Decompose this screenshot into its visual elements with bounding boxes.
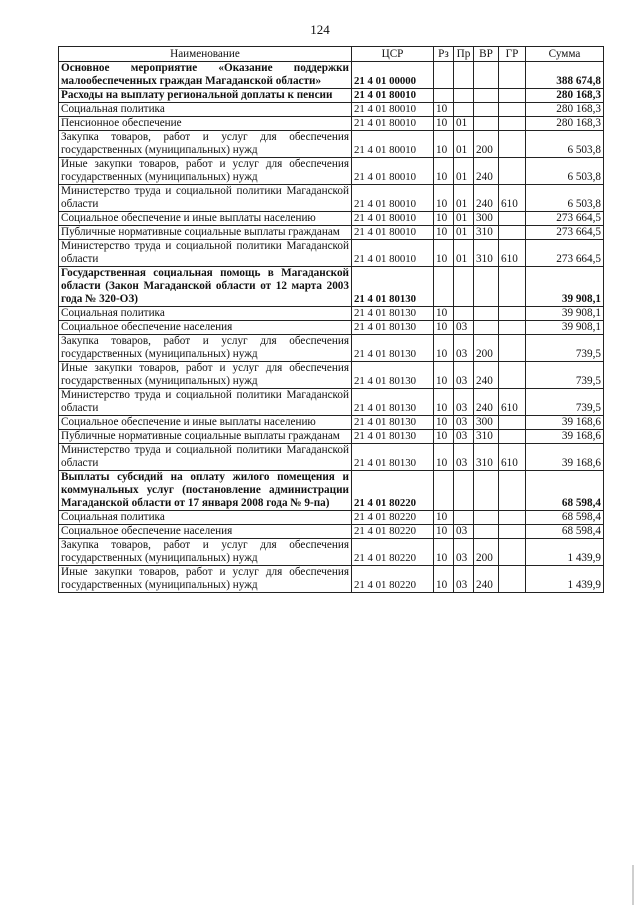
cell-vr [474, 471, 499, 511]
cell-rz: 10 [434, 307, 454, 321]
cell-vr [474, 321, 499, 335]
cell-vr: 310 [474, 444, 499, 471]
cell-gr [499, 430, 526, 444]
cell-vr [474, 525, 499, 539]
cell-name: Публичные нормативные социальные выплаты гражданам [59, 226, 352, 240]
table-row [59, 511, 604, 525]
cell-vr [474, 62, 499, 89]
cell-sum: 39 908,1 [526, 307, 604, 321]
cell-code: 21 4 01 80130 [352, 430, 434, 444]
cell-sum: 388 674,8 [526, 62, 604, 89]
cell-vr [474, 117, 499, 131]
table-row [59, 444, 604, 471]
table-row [59, 566, 604, 593]
cell-pr: 01 [454, 117, 474, 131]
cell-vr: 240 [474, 566, 499, 593]
cell-gr [499, 539, 526, 566]
cell-code: 21 4 01 80010 [352, 240, 434, 267]
cell-name: Социальная политика [59, 307, 352, 321]
cell-rz: 10 [434, 212, 454, 226]
cell-sum: 273 664,5 [526, 240, 604, 267]
cell-pr [454, 103, 474, 117]
cell-gr [499, 321, 526, 335]
cell-vr: 240 [474, 185, 499, 212]
cell-pr [454, 89, 474, 103]
cell-name: Пенсионное обеспечение [59, 117, 352, 131]
cell-rz: 10 [434, 430, 454, 444]
cell-code: 21 4 01 80130 [352, 362, 434, 389]
cell-pr: 03 [454, 335, 474, 362]
cell-vr: 240 [474, 362, 499, 389]
cell-rz: 10 [434, 158, 454, 185]
cell-code: 21 4 01 80010 [352, 117, 434, 131]
table-row [59, 307, 604, 321]
cell-pr: 03 [454, 362, 474, 389]
table-row [59, 158, 604, 185]
cell-code: 21 4 01 80130 [352, 444, 434, 471]
cell-pr: 03 [454, 430, 474, 444]
cell-name: Министерство труда и социальной политики Магаданской области [59, 185, 352, 212]
cell-vr [474, 267, 499, 307]
cell-rz: 10 [434, 389, 454, 416]
header-vr: ВР [474, 47, 499, 62]
cell-code: 21 4 01 80130 [352, 307, 434, 321]
cell-pr [454, 267, 474, 307]
cell-code: 21 4 01 80010 [352, 103, 434, 117]
cell-code: 21 4 01 80010 [352, 89, 434, 103]
cell-sum: 739,5 [526, 389, 604, 416]
cell-code: 21 4 01 00000 [352, 62, 434, 89]
cell-sum: 1 439,9 [526, 566, 604, 593]
cell-rz: 10 [434, 335, 454, 362]
cell-sum: 39 168,6 [526, 444, 604, 471]
cell-pr [454, 511, 474, 525]
cell-vr: 300 [474, 416, 499, 430]
header-code: ЦСР [352, 47, 434, 62]
cell-pr: 03 [454, 539, 474, 566]
cell-pr: 03 [454, 416, 474, 430]
cell-gr [499, 117, 526, 131]
cell-code: 21 4 01 80130 [352, 389, 434, 416]
cell-pr [454, 471, 474, 511]
table-row [59, 539, 604, 566]
cell-sum: 39 168,6 [526, 416, 604, 430]
cell-pr: 01 [454, 240, 474, 267]
cell-vr: 200 [474, 335, 499, 362]
cell-gr [499, 335, 526, 362]
cell-sum: 273 664,5 [526, 226, 604, 240]
cell-rz: 10 [434, 566, 454, 593]
cell-code: 21 4 01 80220 [352, 525, 434, 539]
cell-vr [474, 307, 499, 321]
cell-name: Социальное обеспечение населения [59, 525, 352, 539]
cell-gr [499, 362, 526, 389]
cell-rz: 10 [434, 362, 454, 389]
cell-gr [499, 212, 526, 226]
header-sum: Сумма [526, 47, 604, 62]
table-row [59, 62, 604, 89]
table-body [59, 62, 604, 593]
cell-code: 21 4 01 80130 [352, 416, 434, 430]
cell-gr [499, 267, 526, 307]
table-row [59, 240, 604, 267]
table-header-row [59, 47, 604, 62]
cell-code: 21 4 01 80010 [352, 131, 434, 158]
cell-rz [434, 267, 454, 307]
cell-name: Закупка товаров, работ и услуг для обеспечения государственных (муниципальных) нужд [59, 131, 352, 158]
table-row [59, 362, 604, 389]
cell-vr: 310 [474, 226, 499, 240]
cell-sum: 68 598,4 [526, 471, 604, 511]
cell-rz: 10 [434, 117, 454, 131]
cell-code: 21 4 01 80220 [352, 566, 434, 593]
cell-gr [499, 525, 526, 539]
cell-code: 21 4 01 80010 [352, 185, 434, 212]
table-row [59, 471, 604, 511]
cell-sum: 6 503,8 [526, 158, 604, 185]
cell-vr: 240 [474, 158, 499, 185]
cell-pr: 01 [454, 226, 474, 240]
cell-name: Социальное обеспечение населения [59, 321, 352, 335]
cell-sum: 6 503,8 [526, 185, 604, 212]
cell-code: 21 4 01 80130 [352, 267, 434, 307]
header-name: Наименование [59, 47, 352, 62]
cell-gr [499, 566, 526, 593]
cell-sum: 739,5 [526, 335, 604, 362]
cell-rz: 10 [434, 226, 454, 240]
header-rz: Рз [434, 47, 454, 62]
cell-gr: 610 [499, 444, 526, 471]
cell-code: 21 4 01 80130 [352, 335, 434, 362]
page-number: 124 [310, 22, 330, 37]
cell-sum: 39 908,1 [526, 267, 604, 307]
cell-name: Иные закупки товаров, работ и услуг для обеспечения государственных (муниципальных) нужд [59, 566, 352, 593]
cell-name: Министерство труда и социальной политики Магаданской области [59, 240, 352, 267]
cell-rz: 10 [434, 525, 454, 539]
cell-name: Министерство труда и социальной политики Магаданской области [59, 389, 352, 416]
table-row [59, 185, 604, 212]
cell-vr: 200 [474, 131, 499, 158]
cell-rz: 10 [434, 131, 454, 158]
cell-pr: 01 [454, 185, 474, 212]
table-row [59, 430, 604, 444]
cell-vr [474, 89, 499, 103]
cell-vr [474, 103, 499, 117]
cell-rz [434, 62, 454, 89]
cell-name: Расходы на выплату региональной доплаты к пенсии [59, 89, 352, 103]
cell-pr: 01 [454, 131, 474, 158]
cell-sum: 68 598,4 [526, 511, 604, 525]
cell-name: Иные закупки товаров, работ и услуг для обеспечения государственных (муниципальных) нужд [59, 362, 352, 389]
table-row [59, 525, 604, 539]
cell-rz: 10 [434, 416, 454, 430]
cell-pr: 03 [454, 321, 474, 335]
cell-sum: 39 168,6 [526, 430, 604, 444]
cell-vr: 200 [474, 539, 499, 566]
cell-pr [454, 62, 474, 89]
cell-sum: 280 168,3 [526, 89, 604, 103]
table-row [59, 267, 604, 307]
cell-gr [499, 307, 526, 321]
cell-sum: 1 439,9 [526, 539, 604, 566]
cell-gr [499, 416, 526, 430]
cell-sum: 739,5 [526, 362, 604, 389]
cell-name: Социальная политика [59, 103, 352, 117]
cell-pr: 03 [454, 389, 474, 416]
cell-gr: 610 [499, 389, 526, 416]
cell-name: Основное мероприятие «Оказание поддержки малообеспеченных граждан Магаданской области» [59, 62, 352, 89]
cell-gr: 610 [499, 185, 526, 212]
cell-rz: 10 [434, 103, 454, 117]
cell-vr: 310 [474, 430, 499, 444]
table-row [59, 212, 604, 226]
cell-code: 21 4 01 80220 [352, 471, 434, 511]
table-row [59, 389, 604, 416]
cell-name: Министерство труда и социальной политики Магаданской области [59, 444, 352, 471]
cell-vr: 310 [474, 240, 499, 267]
cell-name: Выплаты субсидий на оплату жилого помещения и коммунальных услуг (постановление администрации Магаданской области от 17 января 2008 года № 9-па) [59, 471, 352, 511]
cell-code: 21 4 01 80010 [352, 212, 434, 226]
cell-sum: 280 168,3 [526, 103, 604, 117]
cell-vr: 300 [474, 212, 499, 226]
cell-name: Государственная социальная помощь в Магаданской области (Закон Магаданской области от 12 марта 2003 года № 320-ОЗ) [59, 267, 352, 307]
cell-sum: 280 168,3 [526, 117, 604, 131]
header-pr: Пр [454, 47, 474, 62]
cell-vr [474, 511, 499, 525]
cell-pr: 01 [454, 158, 474, 185]
cell-gr [499, 131, 526, 158]
cell-rz: 10 [434, 539, 454, 566]
cell-gr [499, 103, 526, 117]
cell-gr [499, 158, 526, 185]
cell-sum: 39 908,1 [526, 321, 604, 335]
cell-rz: 10 [434, 321, 454, 335]
cell-code: 21 4 01 80220 [352, 539, 434, 566]
cell-gr: 610 [499, 240, 526, 267]
cell-rz: 10 [434, 444, 454, 471]
budget-table [58, 46, 604, 593]
cell-name: Социальное обеспечение и иные выплаты населению [59, 212, 352, 226]
cell-gr [499, 511, 526, 525]
cell-pr [454, 307, 474, 321]
table-row [59, 226, 604, 240]
cell-gr [499, 62, 526, 89]
cell-pr: 03 [454, 444, 474, 471]
cell-code: 21 4 01 80010 [352, 226, 434, 240]
cell-sum: 6 503,8 [526, 131, 604, 158]
cell-rz [434, 89, 454, 103]
scan-edge-mark [632, 865, 634, 905]
cell-gr [499, 226, 526, 240]
table-row [59, 335, 604, 362]
cell-pr: 03 [454, 525, 474, 539]
cell-name: Социальное обеспечение и иные выплаты населению [59, 416, 352, 430]
cell-code: 21 4 01 80130 [352, 321, 434, 335]
table-row [59, 89, 604, 103]
cell-sum: 68 598,4 [526, 525, 604, 539]
table-row [59, 321, 604, 335]
cell-gr [499, 471, 526, 511]
cell-vr: 240 [474, 389, 499, 416]
cell-name: Иные закупки товаров, работ и услуг для обеспечения государственных (муниципальных) нужд [59, 158, 352, 185]
table-row [59, 103, 604, 117]
cell-rz: 10 [434, 511, 454, 525]
cell-code: 21 4 01 80010 [352, 158, 434, 185]
cell-name: Публичные нормативные социальные выплаты гражданам [59, 430, 352, 444]
table-row [59, 117, 604, 131]
cell-name: Закупка товаров, работ и услуг для обеспечения государственных (муниципальных) нужд [59, 539, 352, 566]
cell-rz: 10 [434, 185, 454, 212]
header-gr: ГР [499, 47, 526, 62]
table-row [59, 416, 604, 430]
cell-rz: 10 [434, 240, 454, 267]
table-row [59, 131, 604, 158]
cell-gr [499, 89, 526, 103]
cell-rz [434, 471, 454, 511]
cell-pr: 01 [454, 212, 474, 226]
cell-code: 21 4 01 80220 [352, 511, 434, 525]
cell-name: Закупка товаров, работ и услуг для обеспечения государственных (муниципальных) нужд [59, 335, 352, 362]
cell-name: Социальная политика [59, 511, 352, 525]
cell-pr: 03 [454, 566, 474, 593]
cell-sum: 273 664,5 [526, 212, 604, 226]
